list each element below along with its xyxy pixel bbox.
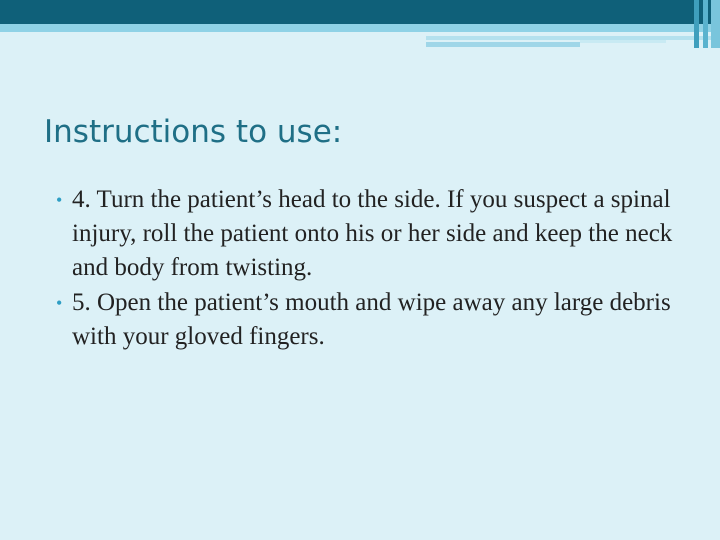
header-band-accent <box>0 24 720 32</box>
corner-stripe <box>694 0 699 48</box>
decorative-line <box>426 42 580 47</box>
decorative-line <box>426 36 720 40</box>
bullet-icon: • <box>56 293 63 313</box>
bullet-text: 4. Turn the patient’s head to the side. If you suspect a spinal injury, roll the patient onto his or her side and keep the neck and body from twisting. <box>72 186 673 281</box>
header-band <box>0 0 720 24</box>
corner-stripe <box>703 0 708 48</box>
bullet-list <box>50 183 690 355</box>
bullet-item <box>50 183 690 285</box>
slide-title: Instructions to use: <box>44 114 343 150</box>
bullet-icon: • <box>56 190 63 210</box>
decorative-line <box>580 40 666 43</box>
corner-stripe <box>711 0 720 48</box>
bullet-text: 5. Open the patient’s mouth and wipe away any large debris with your gloved fingers. <box>72 289 671 350</box>
bullet-item <box>50 286 690 354</box>
